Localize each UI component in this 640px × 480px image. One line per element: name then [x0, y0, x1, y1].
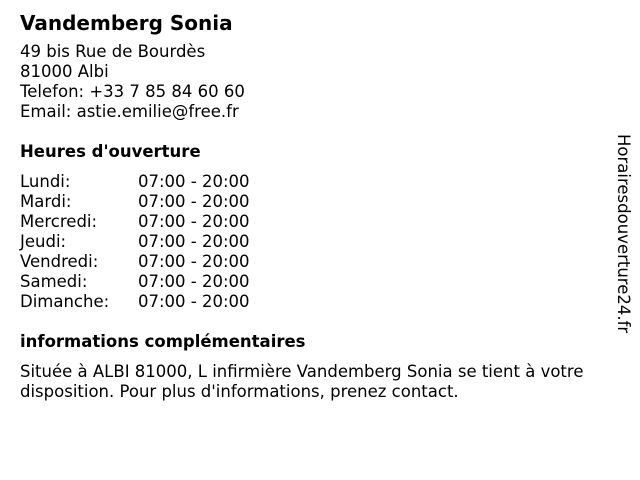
address-line-1: 49 bis Rue de Bourdès	[20, 42, 206, 61]
hours-row-wednesday	[20, 212, 610, 232]
hours-day: Mercredi:	[20, 212, 98, 231]
hours-time: 07:00 - 20:00	[138, 272, 250, 291]
phone-line: Telefon: +33 7 85 84 60 60	[20, 82, 245, 101]
opening-hours-table	[20, 172, 610, 312]
hours-day: Samedi:	[20, 272, 88, 291]
additional-info-title: informations complémentaires	[20, 332, 306, 351]
hours-time: 07:00 - 20:00	[138, 252, 250, 271]
hours-row-monday	[20, 172, 610, 192]
hours-day: Dimanche:	[20, 292, 110, 311]
hours-time: 07:00 - 20:00	[138, 192, 250, 211]
hours-time: 07:00 - 20:00	[138, 292, 250, 311]
business-name: Vandemberg Sonia	[20, 11, 233, 35]
hours-day: Lundi:	[20, 172, 71, 191]
site-watermark: Horairesdouverture24.fr	[614, 134, 633, 334]
contact-block	[20, 42, 610, 122]
hours-row-sunday	[20, 292, 610, 312]
address-line-2: 81000 Albi	[20, 62, 109, 81]
hours-time: 07:00 - 20:00	[138, 232, 250, 251]
hours-row-thursday	[20, 232, 610, 252]
email-line: Email: astie.emilie@free.fr	[20, 102, 239, 121]
hours-day: Jeudi:	[20, 232, 67, 251]
hours-day: Mardi:	[20, 192, 72, 211]
opening-hours-title: Heures d'ouverture	[20, 142, 201, 161]
additional-info-text: Située à ALBI 81000, L infirmière Vandemberg Sonia se tient à votre disposition. Pour plus d'informations, prenez contact.	[20, 362, 584, 401]
hours-row-tuesday	[20, 192, 610, 212]
hours-time: 07:00 - 20:00	[138, 212, 250, 231]
hours-day: Vendredi:	[20, 252, 99, 271]
hours-time: 07:00 - 20:00	[138, 172, 250, 191]
hours-row-friday	[20, 252, 610, 272]
hours-row-saturday	[20, 272, 610, 292]
business-card	[20, 10, 610, 402]
